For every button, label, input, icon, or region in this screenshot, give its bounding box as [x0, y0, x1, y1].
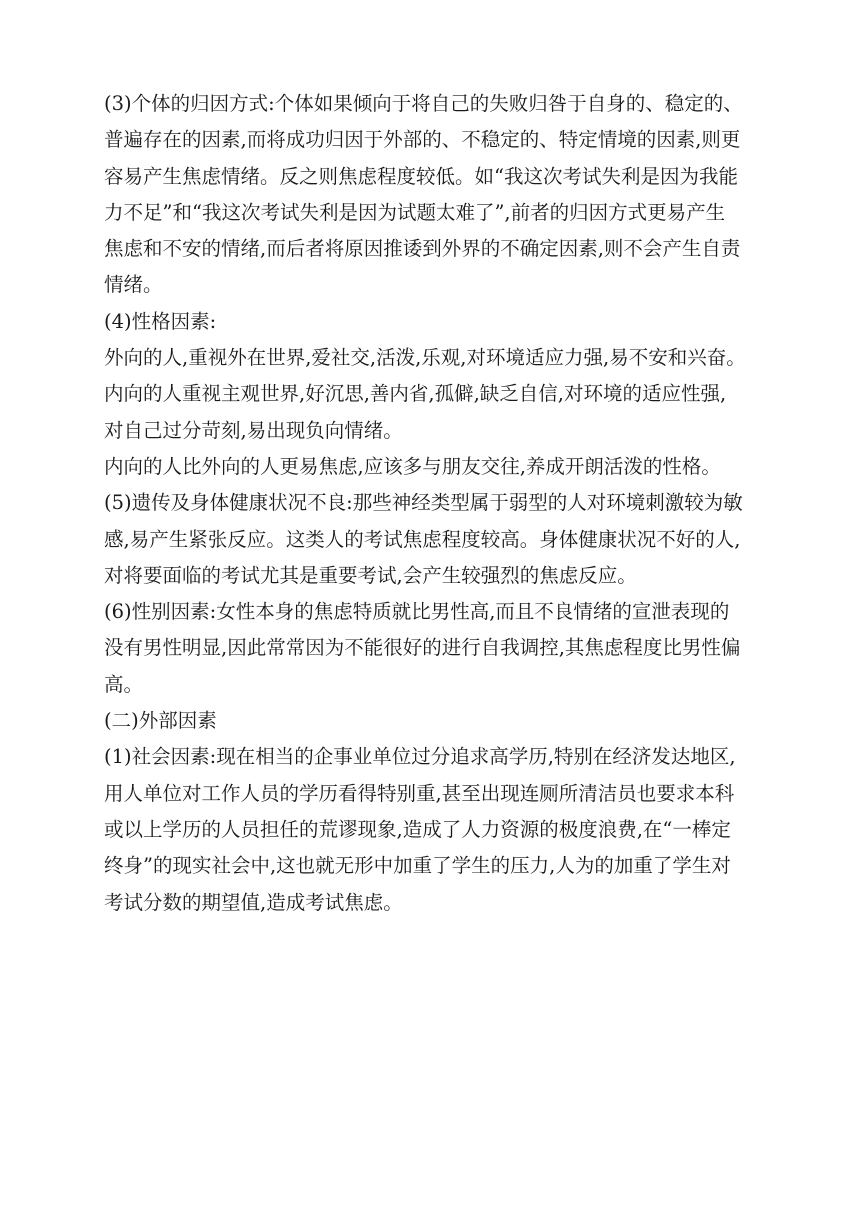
- text-line-3: 容易产生焦虑情绪。反之则焦虑程度较低。如“我这次考试失利是因为我能: [104, 164, 738, 188]
- section-heading-external: (二)外部因素: [104, 709, 217, 733]
- text-line-11: 内向的人比外向的人更易焦虑,应该多与朋友交往,养成开朗活泼的性格。: [104, 454, 721, 478]
- text-line-4: 力不足”和“我这次考试失利是因为试题太难了”,前者的归因方式更易产生: [104, 200, 726, 224]
- text-line-12: (5)遗传及身体健康状况不良:那些神经类型属于弱型的人对环境刺激较为敏: [104, 491, 743, 515]
- text-line-23: 考试分数的期望值,造成考试焦虑。: [104, 890, 403, 914]
- text-line-19: (1)社会因素:现在相当的企事业单位过分追求高学历,特别在经济发达地区,: [104, 745, 736, 769]
- text-line-6: 情绪。: [104, 273, 163, 297]
- text-line-13: 感,易产生紧张反应。这类人的考试焦虑程度较高。身体健康状况不好的人,: [104, 527, 741, 551]
- text-line-16: 没有男性明显,因此常常因为不能很好的进行自我调控,其焦虑程度比男性偏: [104, 636, 741, 660]
- text-line-20: 用人单位对工作人员的学历看得特别重,甚至出现连厕所清洁员也要求本科: [104, 781, 735, 805]
- text-line-9: 内向的人重视主观世界,好沉思,善内省,孤僻,缺乏自信,对环境的适应性强,: [104, 382, 727, 406]
- section-heading-personality: (4)性格因素:: [104, 309, 217, 333]
- text-line-17: 高。: [104, 672, 144, 696]
- text-line-22: 终身”的现实社会中,这也就无形中加重了学生的压力,人为的加重了学生对: [104, 854, 731, 878]
- text-line-10: 对自己过分苛刻,易出现负向情绪。: [104, 418, 403, 442]
- document-page: [104, 86, 794, 921]
- text-line-2: 普遍存在的因素,而将成功归因于外部的、不稳定的、特定情境的因素,则更: [104, 128, 741, 152]
- text-line-5: 焦虑和不安的情绪,而后者将原因推诿到外界的不确定因素,则不会产生自责: [104, 237, 741, 261]
- text-line-14: 对将要面临的考试尤其是重要考试,会产生较强烈的焦虑反应。: [104, 563, 637, 587]
- text-line-8: 外向的人,重视外在世界,爱社交,活泼,乐观,对环境适应力强,易不安和兴奋。: [104, 346, 746, 370]
- text-line-1: (3)个体的归因方式:个体如果倾向于将自己的失败归咎于自身的、稳定的、: [104, 92, 743, 115]
- text-line-21: 或以上学历的人员担任的荒谬现象,造成了人力资源的极度浪费,在“一棒定: [104, 817, 731, 841]
- text-line-15: (6)性别因素:女性本身的焦虑特质就比男性高,而且不良情绪的宣泄表现的: [104, 600, 730, 624]
